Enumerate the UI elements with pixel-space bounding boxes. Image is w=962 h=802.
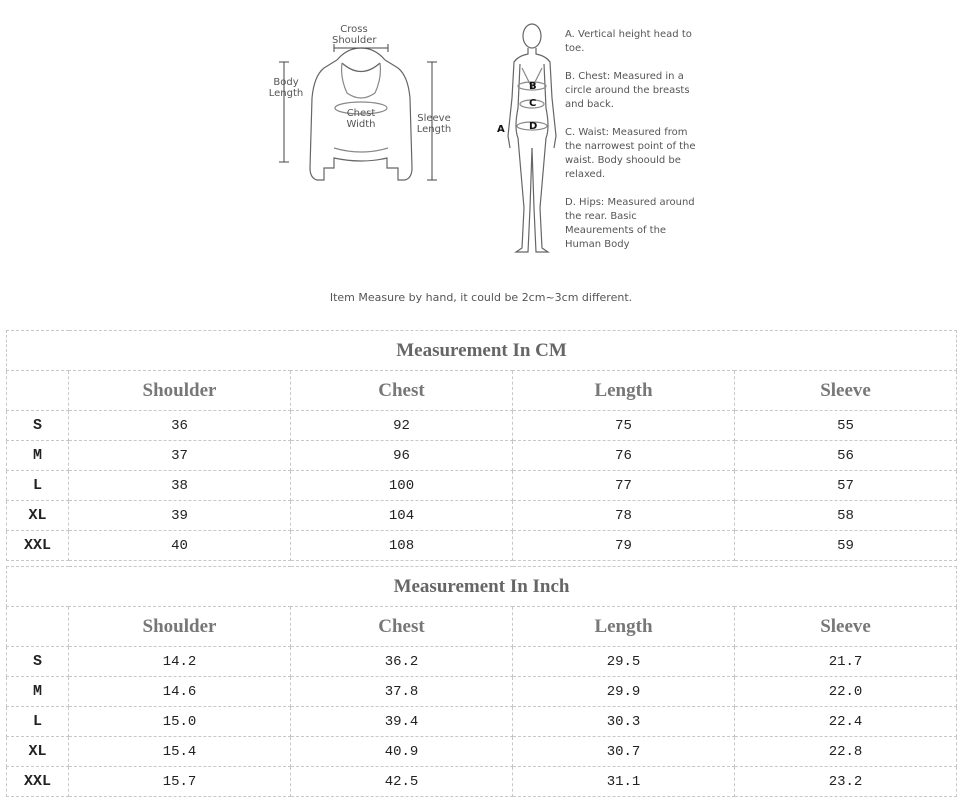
size-label: L bbox=[7, 707, 69, 737]
table-cell: 77 bbox=[513, 471, 735, 501]
table-cell: 14.2 bbox=[69, 647, 291, 677]
table-cell: 37 bbox=[69, 441, 291, 471]
table-row bbox=[7, 707, 957, 737]
table-row bbox=[7, 737, 957, 767]
table-row bbox=[7, 441, 957, 471]
table-cell: 14.6 bbox=[69, 677, 291, 707]
table-cell: 108 bbox=[291, 531, 513, 561]
table-cell: 56 bbox=[735, 441, 957, 471]
size-label: S bbox=[7, 411, 69, 441]
table-cell: 79 bbox=[513, 531, 735, 561]
table-cell: 100 bbox=[291, 471, 513, 501]
table-cell: 40.9 bbox=[291, 737, 513, 767]
table-title: Measurement In CM bbox=[7, 331, 957, 371]
table-cell: 76 bbox=[513, 441, 735, 471]
table-cell: 23.2 bbox=[735, 767, 957, 797]
table-cell: 15.0 bbox=[69, 707, 291, 737]
column-header: Shoulder bbox=[69, 371, 291, 411]
body-letter-a: A bbox=[497, 124, 505, 135]
table-cell: 55 bbox=[735, 411, 957, 441]
table-cell: 38 bbox=[69, 471, 291, 501]
chest-width-label: Chest Width bbox=[346, 108, 376, 130]
table-row bbox=[7, 411, 957, 441]
table-cell: 22.0 bbox=[735, 677, 957, 707]
table-cell: 58 bbox=[735, 501, 957, 531]
table-cell: 104 bbox=[291, 501, 513, 531]
size-label: L bbox=[7, 471, 69, 501]
table-cell: 59 bbox=[735, 531, 957, 561]
table-cell: 29.5 bbox=[513, 647, 735, 677]
table-cell: 39.4 bbox=[291, 707, 513, 737]
table-cell: 96 bbox=[291, 441, 513, 471]
table-row bbox=[7, 677, 957, 707]
table-cell: 29.9 bbox=[513, 677, 735, 707]
body-illustration bbox=[490, 18, 570, 258]
size-label: XXL bbox=[7, 767, 69, 797]
column-header: Sleeve bbox=[735, 607, 957, 647]
table-cell: 42.5 bbox=[291, 767, 513, 797]
table-row bbox=[7, 471, 957, 501]
table-cell: 30.3 bbox=[513, 707, 735, 737]
table-title: Measurement In Inch bbox=[7, 567, 957, 607]
table-cell: 15.4 bbox=[69, 737, 291, 767]
table-cell: 92 bbox=[291, 411, 513, 441]
size-table-inch bbox=[6, 566, 957, 797]
body-letter-b: B bbox=[529, 81, 537, 92]
table-cell: 22.4 bbox=[735, 707, 957, 737]
table-cell: 30.7 bbox=[513, 737, 735, 767]
body-letter-d: D bbox=[529, 121, 538, 132]
table-row bbox=[7, 501, 957, 531]
note-d: D. Hips: Measured around the rear. Basic Meaurements of the Human Body bbox=[565, 197, 695, 250]
note-a: A. Vertical height head to toe. bbox=[565, 29, 692, 54]
table-cell: 15.7 bbox=[69, 767, 291, 797]
measurement-notes bbox=[565, 28, 705, 266]
size-label: M bbox=[7, 677, 69, 707]
table-row bbox=[7, 647, 957, 677]
header-row bbox=[7, 607, 957, 647]
table-cell: 31.1 bbox=[513, 767, 735, 797]
cross-shoulder-label: Cross Shoulder bbox=[332, 24, 377, 46]
note-c: C. Waist: Measured from the narrowest point of the waist. Body shoould be relaxed. bbox=[565, 127, 696, 180]
body-length-label: Body Length bbox=[268, 77, 304, 99]
column-header: Length bbox=[513, 371, 735, 411]
header-row bbox=[7, 371, 957, 411]
column-header: Chest bbox=[291, 607, 513, 647]
size-table-cm bbox=[6, 330, 957, 561]
table-cell: 22.8 bbox=[735, 737, 957, 767]
size-label: XL bbox=[7, 501, 69, 531]
measure-caption: Item Measure by hand, it could be 2cm~3cm different. bbox=[329, 291, 633, 304]
sleeve-length-label: Sleeve Length bbox=[416, 113, 452, 135]
corner-cell bbox=[7, 371, 69, 411]
table-cell: 21.7 bbox=[735, 647, 957, 677]
column-header: Shoulder bbox=[69, 607, 291, 647]
note-b: B. Chest: Measured in a circle around the breasts and back. bbox=[565, 71, 690, 110]
table-cell: 37.8 bbox=[291, 677, 513, 707]
column-header: Chest bbox=[291, 371, 513, 411]
measurement-diagram bbox=[0, 0, 962, 320]
table-cell: 75 bbox=[513, 411, 735, 441]
size-label: M bbox=[7, 441, 69, 471]
table-row bbox=[7, 531, 957, 561]
column-header: Sleeve bbox=[735, 371, 957, 411]
column-header: Length bbox=[513, 607, 735, 647]
body-letter-c: C bbox=[529, 98, 537, 109]
table-row bbox=[7, 767, 957, 797]
table-cell: 57 bbox=[735, 471, 957, 501]
corner-cell bbox=[7, 607, 69, 647]
table-cell: 39 bbox=[69, 501, 291, 531]
table-cell: 40 bbox=[69, 531, 291, 561]
table-cell: 36 bbox=[69, 411, 291, 441]
table-cell: 36.2 bbox=[291, 647, 513, 677]
table-cell: 78 bbox=[513, 501, 735, 531]
size-label: XXL bbox=[7, 531, 69, 561]
size-label: S bbox=[7, 647, 69, 677]
size-label: XL bbox=[7, 737, 69, 767]
